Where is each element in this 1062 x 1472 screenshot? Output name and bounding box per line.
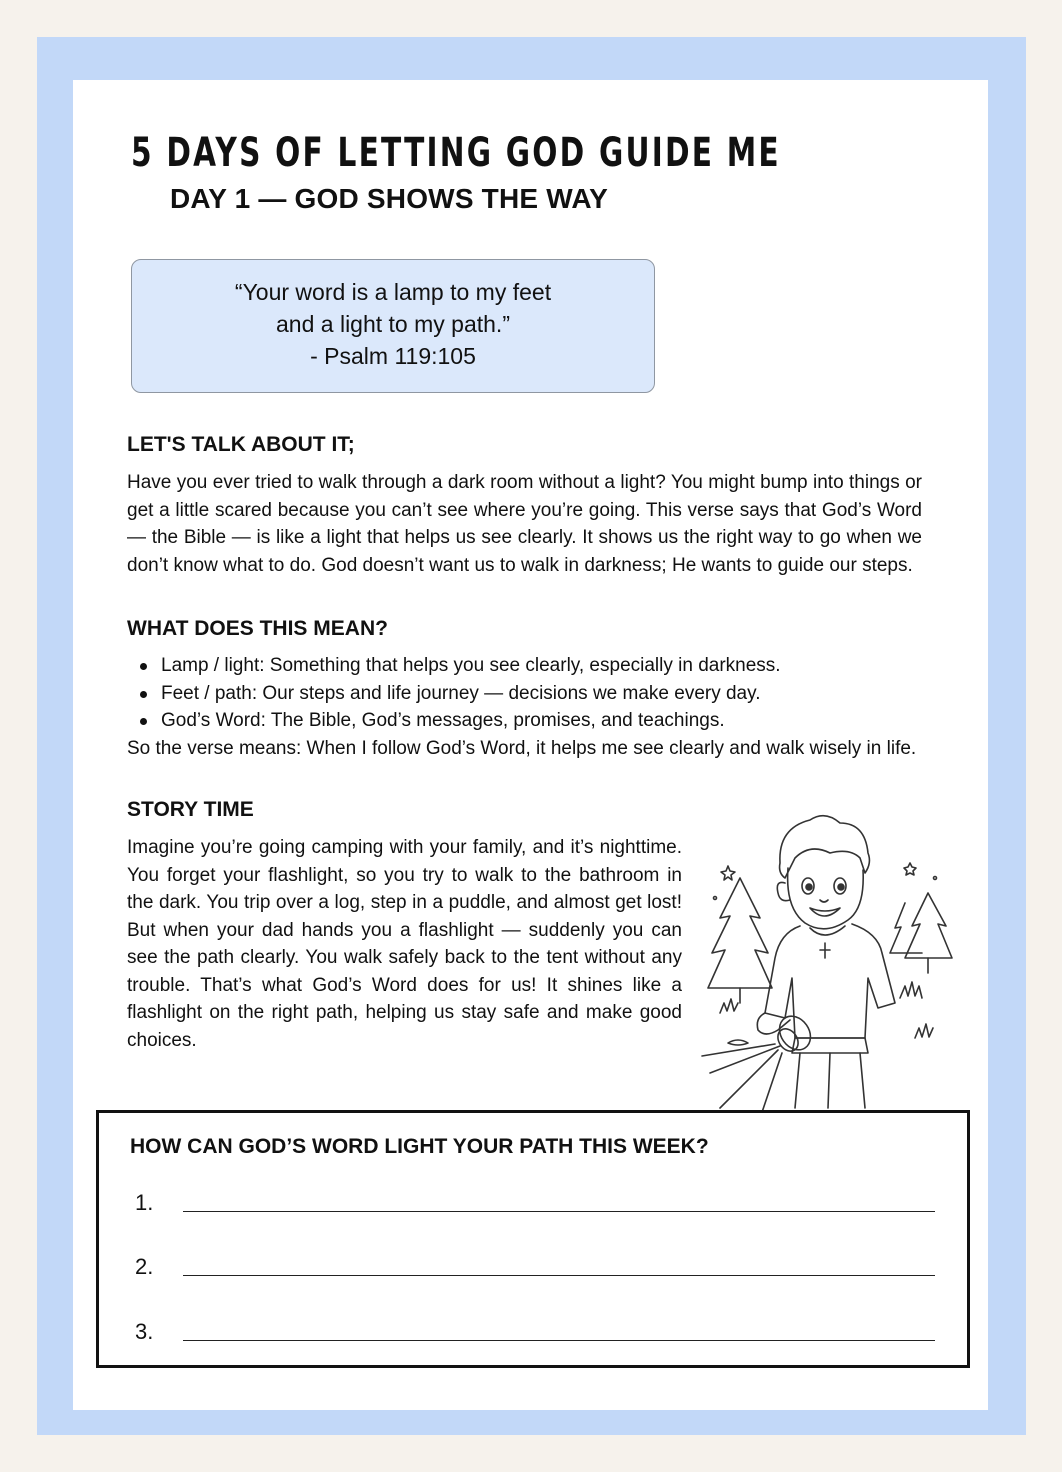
answer-line-3[interactable] — [135, 1315, 935, 1345]
write-in-line[interactable] — [183, 1340, 935, 1341]
meaning-list — [137, 652, 781, 735]
meaning-heading: WHAT DOES THIS MEAN? — [127, 617, 388, 640]
reflection-box — [96, 1110, 970, 1368]
talk-heading: LET'S TALK ABOUT IT; — [127, 433, 355, 456]
answer-number: 1. — [135, 1190, 154, 1215]
answer-line-2[interactable] — [135, 1250, 935, 1280]
answer-line-1[interactable] — [135, 1186, 935, 1216]
write-in-line[interactable] — [183, 1211, 935, 1212]
verse-reference: - Psalm 119:105 — [310, 343, 476, 369]
list-item: Feet / path: Our steps and life journey — decisions we make every day. — [137, 680, 781, 708]
talk-paragraph: Have you ever tried to walk through a dark room without a light? You might bump into things or get a little scared because you can’t see where you’re going. This verse says that God’s Word — the Bible — is like a light that helps us see clearly. It shows us the right way to go when we don’t know what to do. God doesn’t want us to walk in darkness; He wants to guide our steps. — [127, 472, 922, 576]
reflection-question: HOW CAN GOD’S WORD LIGHT YOUR PATH THIS WEEK? — [130, 1135, 709, 1158]
verse-line-1: “Your word is a lamp to my feet — [234, 279, 552, 305]
write-in-line[interactable] — [183, 1275, 935, 1276]
story-paragraph: Imagine you’re going camping with your family, and it’s nighttime. You forget your flashlight, so you try to walk to the bathroom in the dark. You trip over a log, step in a puddle, and almost get lost! But when your dad hands you a flashlight — suddenly you can see the path clearly. You walk safely back to the tent without any trouble. That’s what God’s Word does for us! It shines like a flashlight on the right path, helping us stay safe and make good choices. — [127, 837, 682, 1051]
list-item: Lamp / light: Something that helps you see clearly, especially in darkness. — [137, 652, 781, 680]
boy-with-flashlight-illustration — [700, 808, 962, 1138]
answer-number: 2. — [135, 1254, 154, 1279]
verse-line-2: and a light to my path.” — [276, 311, 510, 337]
page-subtitle: DAY 1 — GOD SHOWS THE WAY — [170, 183, 609, 214]
verse-box — [131, 259, 655, 393]
answer-number: 3. — [135, 1319, 154, 1344]
list-item: God’s Word: The Bible, God’s messages, promises, and teachings. — [137, 707, 781, 735]
page-title: 5 DAYS OF LETTING GOD GUIDE ME — [131, 130, 781, 176]
meaning-summary: So the verse means: When I follow God’s Word, it helps me see clearly and walk wisely in life. — [127, 738, 917, 759]
story-heading: STORY TIME — [127, 798, 254, 821]
